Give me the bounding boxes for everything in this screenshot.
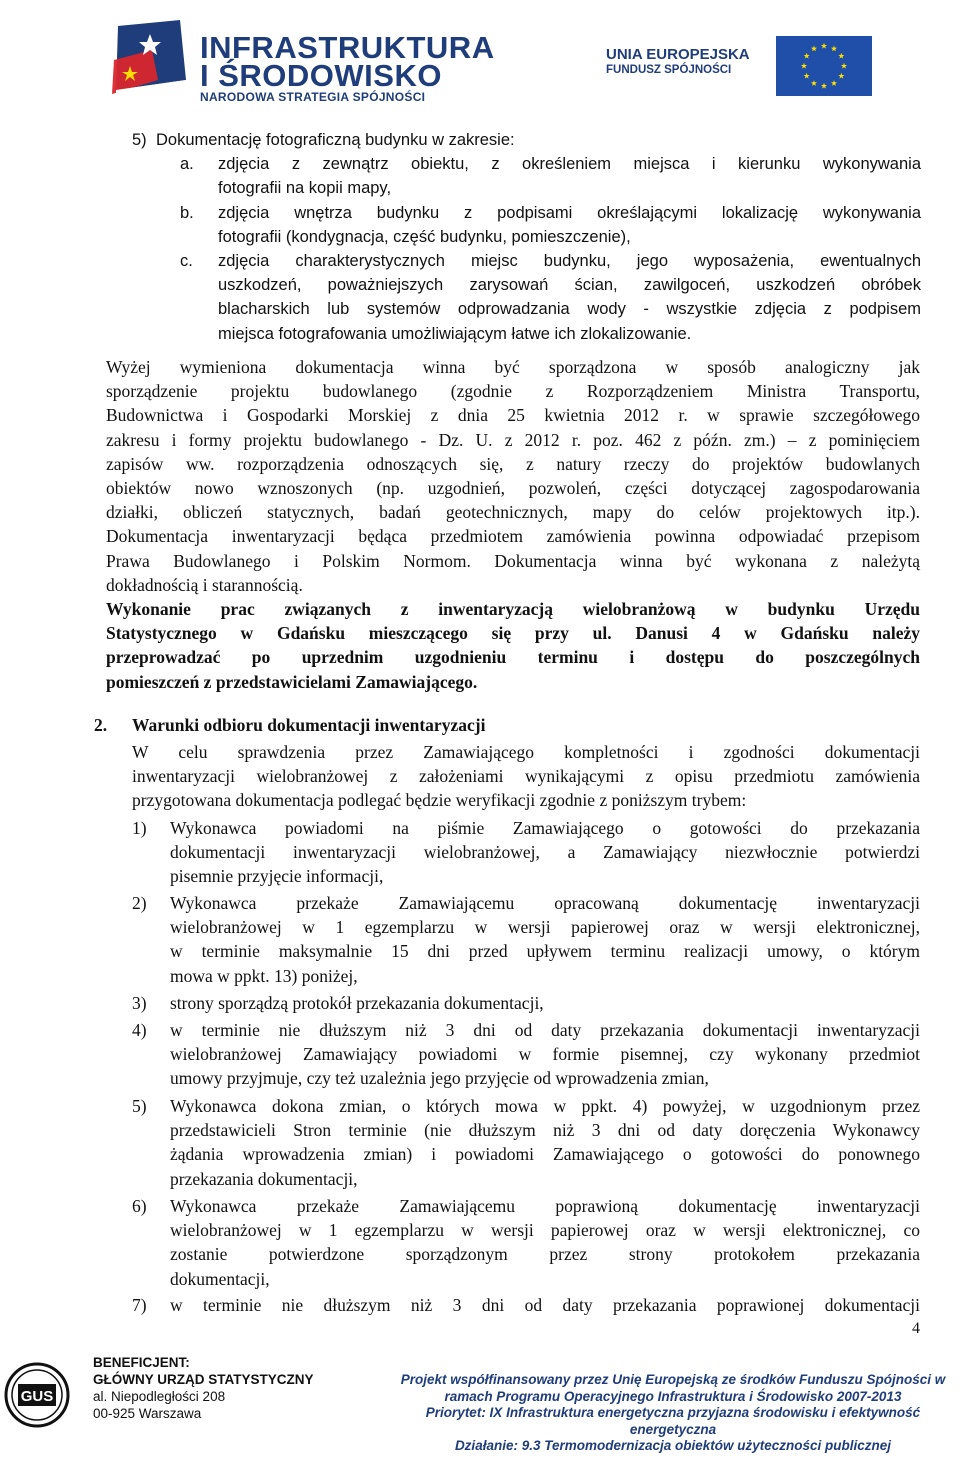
beneficiary-block bbox=[93, 1354, 314, 1422]
list-item: zdjęcia z zewnątrz obiektu, z określeniem miejsca i kierunku wykonywania fotografii na kopii mapy, bbox=[218, 155, 921, 198]
logo-title: INFRASTRUKTURA I ŚRODOWISKO bbox=[200, 30, 495, 93]
project-info bbox=[386, 1372, 960, 1455]
list-item: Wykonawca przekaże Zamawiającemu poprawioną dokumentację inwentaryzacji wielobranżowej w 1 egzemplarzu w wersji papierowej oraz w wersji elektronicznej, co zostanie potwierdzone sporządzonym przez strony protokołem przekazania dokumentacji, bbox=[170, 1196, 920, 1289]
list-item-label: b. bbox=[180, 204, 194, 222]
project-line: Działanie: 9.3 Termomodernizacja obiektów użyteczności publicznej bbox=[454, 1438, 892, 1453]
section5-title: Dokumentację fotograficzną budynku w zakresie: bbox=[156, 131, 515, 149]
list-item: w terminie nie dłuższym niż 3 dni od daty przekazania dokumentacji inwentaryzacji wielobranżowej Zamawiający powiadomi w formie pisemnej, czy wykonany przedmiot umowy przyjmuje, czy też uzależnia jego przyjęcie od wprowadzenia zmian, bbox=[170, 1020, 920, 1089]
project-line: ramach Programu Operacyjnego Infrastruktura i Środowisko 2007-2013 bbox=[444, 1388, 902, 1404]
infrastruktura-flag-icon bbox=[108, 20, 190, 104]
list-item: Wykonawca powiadomi na piśmie Zamawiającego o gotowości do przekazania dokumentacji inwentaryzacji wielobranżowej, a Zamawiający niezwłocznie potwierdzi pisemnie przyjęcie informacji, bbox=[170, 818, 920, 887]
address-line: al. Niepodległości 208 bbox=[93, 1389, 226, 1404]
list-item: Wykonawca przekaże Zamawiającemu opracowaną dokumentację inwentaryzacji wielobranżowej w 1 egzemplarzu w wersji papierowej oraz w wersji elektronicznej, w terminie maksymalnie 15 dni przed upływem terminu realizacji umowy, o którym mowa w ppkt. 13) poniżej, bbox=[170, 893, 920, 986]
list-item-label: 5) bbox=[132, 1096, 147, 1116]
eu-logo-line2: FUNDUSZ SPÓJNOŚCI bbox=[606, 64, 732, 76]
list-item-label: 7) bbox=[132, 1295, 147, 1315]
list-item: zdjęcia charakterystycznych miejsc budynku, jego wyposażenia, ewentualnych uszkodzeń, poważniejszych zarysowań ścian, zawilgoceń, uszkodzeń obróbek blacharskich lub systemów odprowadzania wody - wszystkie zdjęcia z podpisem miejsca fotografowania umożliwiającym łatwe ich zlokalizowanie. bbox=[218, 252, 921, 343]
page-footer bbox=[0, 1352, 960, 1458]
section2-intro: W celu sprawdzenia przez Zamawiającego kompletności i zgodności dokumentacji inwentaryzacji wielobranżowej z założeniami wynikającymi z opisu przedmiotu zamówienia przygotowana dokumentacja podlegać będzie weryfikacji zgodnie z poniższym trybem: bbox=[132, 742, 920, 811]
project-line: energetyczna bbox=[629, 1421, 717, 1437]
list-item: strony sporządzą protokół przekazania dokumentacji, bbox=[170, 993, 544, 1013]
list-item-label: a. bbox=[180, 155, 194, 173]
list-item-label: 6) bbox=[132, 1196, 147, 1216]
eu-logo bbox=[606, 36, 876, 96]
list-item: Wykonawca dokona zmian, o których mowa w ppkt. 4) powyżej, w uzgodnionym przez przedstawicieli Stron terminie (nie dłuższym niż 3 dni od daty doręczenia Wykonawcy żądania wprowadzenia zmian) i powiadomi Zamawiającego o gotowości do ponownego przekazania dokumentacji, bbox=[170, 1096, 920, 1189]
project-line: Projekt współfinansowany przez Unię Europejską ze środków Funduszu Spójności w bbox=[400, 1372, 946, 1387]
section2-number: 2. bbox=[94, 715, 108, 735]
section5-label: 5) bbox=[132, 131, 147, 149]
section2-title: Warunki odbioru dokumentacji inwentaryzacji bbox=[132, 715, 486, 735]
infrastruktura-logo bbox=[108, 16, 495, 106]
eu-flag-icon bbox=[776, 36, 872, 96]
beneficiary-label: BENEFICJENT: bbox=[93, 1355, 190, 1370]
eu-logo-line1: UNIA EUROPEJSKA bbox=[606, 46, 750, 63]
project-line: Priorytet: IX Infrastruktura energetyczna przyjazna środowisku i efektywność bbox=[425, 1405, 921, 1420]
paragraph-bold-notice: Wykonanie prac związanych z inwentaryzacją wielobranżową w budynku Urzędu Statystycznego w Gdańsku mieszczącego się przy ul. Danusi 4 w Gdańsku należy przeprowadzać po uprzednim uzgodnieniu terminu i dostępu do poszczególnych pomieszczeń z przedstawicielami Zamawiającego. bbox=[106, 599, 920, 692]
list-item-label: 2) bbox=[132, 893, 147, 913]
page-number: 4 bbox=[912, 1320, 920, 1337]
list-item-label: c. bbox=[180, 252, 193, 270]
list-item-label: 1) bbox=[132, 818, 147, 838]
address-line: 00-925 Warszawa bbox=[93, 1406, 202, 1421]
list-item-label: 4) bbox=[132, 1020, 147, 1040]
paragraph-documentation: Wyżej wymieniona dokumentacja winna być sporządzona w sposób analogiczny jak sporządzenie projektu budowlanego (zgodnie z Rozporządzeniem Ministra Transportu, Budownictwa i Gospodarki Morskiej z dnia 25 kwietnia 2012 r. w sprawie szczegółowego zakresu i formy projektu budowlanego - Dz. U. z 2012 r. poz. 462 z późn. zm.) – z pominięciem zapisów ww. rozporządzenia odnoszących się, z natury rzeczy do projektów budowlanych obiektów nowo wznoszonych (np. uzgodnień, pozwoleń, części dotyczącej zagospodarowania działki, obliczeń statycznych, badań geotechnicznych, mapy do celów projektowych itp.). Dokumentacja inwentaryzacji będąca przedmiotem zamówienia powinna odpowiadać przepisom Prawa Budowlanego i Polskim Normom. Dokumentacja winna być wykonana z należytą dokładnością i starannością. bbox=[106, 357, 920, 595]
svg-text:GUS: GUS bbox=[20, 1388, 54, 1405]
beneficiary-name: GŁÓWNY URZĄD STATYSTYCZNY bbox=[93, 1372, 314, 1387]
list-item: zdjęcia wnętrza budynku z podpisami określającymi lokalizację wykonywania fotografii (kondygnacja, część budynku, pomieszczenie), bbox=[218, 204, 921, 247]
list-item: w terminie nie dłuższym niż 3 dni od daty przekazania poprawionej dokumentacji bbox=[170, 1295, 920, 1315]
list-item-label: 3) bbox=[132, 993, 147, 1013]
logo-subtitle: NARODOWA STRATEGIA SPÓJNOŚCI bbox=[200, 90, 426, 104]
page-header bbox=[0, 0, 960, 120]
gus-logo-icon bbox=[4, 1362, 70, 1428]
